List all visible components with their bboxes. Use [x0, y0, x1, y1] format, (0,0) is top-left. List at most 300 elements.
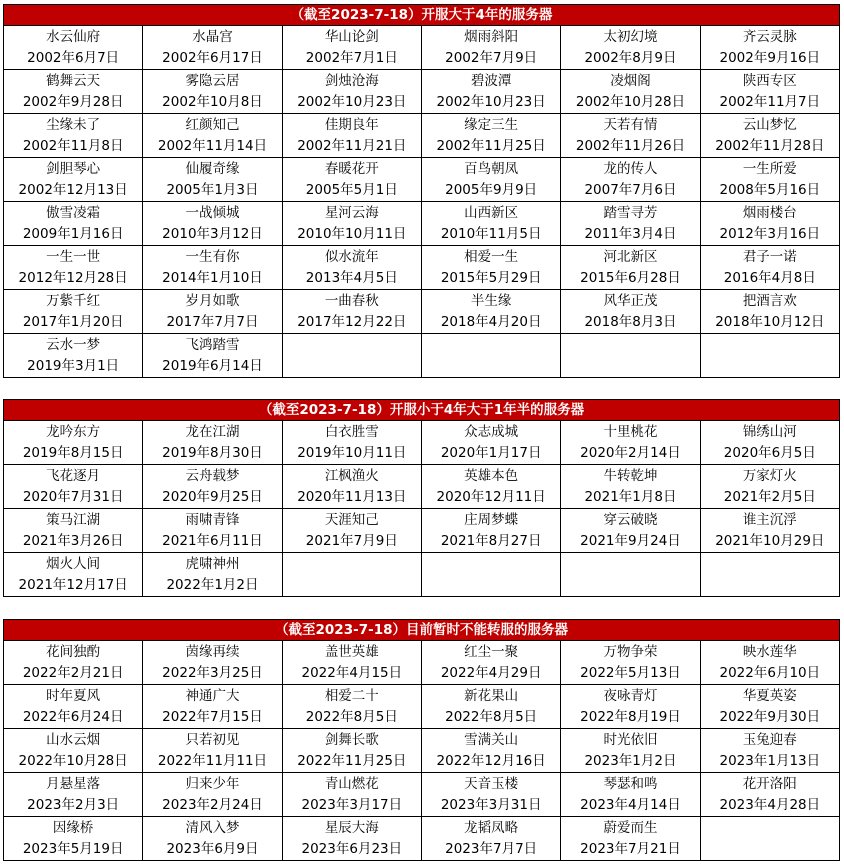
server-cell — [143, 509, 282, 553]
server-open-date: 2022年10月28日 — [18, 752, 128, 769]
server-open-date: 2005年5月1日 — [305, 181, 398, 198]
server-open-date: 2016年4月8日 — [723, 269, 816, 286]
server-name: 穿云破晓 — [603, 511, 658, 528]
section-title: （截至2023-7-18）目前暂时不能转服的服务器 — [4, 620, 840, 641]
server-cell — [143, 773, 282, 817]
server-open-date: 2023年2月24日 — [162, 796, 263, 813]
server-open-date: 2020年2月14日 — [580, 444, 681, 461]
server-cell — [421, 773, 560, 817]
server-cell — [143, 158, 282, 202]
server-cell — [561, 246, 700, 290]
server-open-date: 2012年12月28日 — [18, 269, 128, 286]
server-cell — [4, 465, 143, 509]
server-name: 把酒言欢 — [742, 292, 797, 309]
server-name: 华夏英姿 — [742, 687, 797, 704]
server-open-date: 2005年9月9日 — [445, 181, 538, 198]
server-cell — [700, 465, 839, 509]
server-open-date: 2017年7月7日 — [166, 313, 259, 330]
server-open-date: 2019年8月30日 — [162, 444, 263, 461]
server-open-date: 2002年9月28日 — [22, 93, 124, 110]
server-cell — [143, 553, 282, 597]
server-name: 一生有你 — [185, 248, 240, 265]
server-cell — [700, 246, 839, 290]
server-cell — [421, 26, 560, 70]
server-open-date: 2022年6月10日 — [719, 664, 821, 681]
server-cell — [561, 421, 700, 465]
empty-cell — [561, 553, 700, 597]
empty-cell — [700, 334, 839, 378]
server-cell — [700, 70, 839, 114]
server-cell — [282, 641, 421, 685]
server-name: 一战倾城 — [185, 204, 240, 221]
server-name: 水云仙府 — [46, 28, 101, 45]
empty-cell — [421, 553, 560, 597]
server-name: 龙的传人 — [603, 160, 658, 177]
server-name: 英雄本色 — [464, 467, 519, 484]
server-name: 齐云灵脉 — [742, 28, 797, 45]
server-cell — [4, 290, 143, 334]
server-cell — [421, 509, 560, 553]
server-cell — [700, 202, 839, 246]
server-name: 相爱二十 — [324, 687, 379, 704]
server-name: 蔚爱而生 — [603, 819, 658, 836]
server-name: 尘缘未了 — [46, 116, 101, 133]
server-name: 一曲春秋 — [324, 292, 379, 309]
server-name: 龙韬凤略 — [464, 819, 519, 836]
server-open-date: 2002年11月7日 — [719, 93, 821, 110]
server-name: 花间独酌 — [46, 643, 101, 660]
server-cell — [4, 509, 143, 553]
server-name: 岁月如歌 — [185, 292, 240, 309]
server-name: 映水莲华 — [742, 643, 797, 660]
server-open-date: 2002年7月9日 — [445, 49, 538, 66]
server-cell — [282, 773, 421, 817]
server-cell — [4, 685, 143, 729]
section-table-1-5-to-4-years — [3, 399, 840, 597]
table-row — [4, 685, 840, 729]
server-open-date: 2022年3月25日 — [162, 664, 263, 681]
server-open-date: 2023年1月2日 — [584, 752, 677, 769]
server-open-date: 2022年8月5日 — [305, 708, 398, 725]
server-open-date: 2010年10月11日 — [297, 225, 407, 242]
server-name: 仙履奇缘 — [185, 160, 240, 177]
server-cell — [700, 290, 839, 334]
server-open-date: 2002年11月26日 — [575, 137, 686, 154]
server-cell — [143, 202, 282, 246]
server-cell — [561, 26, 700, 70]
server-name: 傲雪凌霜 — [46, 204, 101, 221]
server-open-date: 2022年7月15日 — [162, 708, 263, 725]
server-cell — [4, 773, 143, 817]
server-name: 谁主沉浮 — [742, 511, 797, 528]
server-open-date: 2022年11月25日 — [297, 752, 407, 769]
server-open-date: 2002年11月21日 — [297, 137, 407, 154]
server-cell — [700, 158, 839, 202]
server-open-date: 2023年7月21日 — [580, 840, 681, 857]
server-cell — [561, 773, 700, 817]
server-open-date: 2020年12月11日 — [436, 488, 546, 505]
server-cell — [282, 290, 421, 334]
server-open-date: 2002年11月14日 — [157, 137, 268, 154]
server-open-date: 2011年3月4日 — [584, 225, 677, 242]
server-name: 盖世英雄 — [324, 643, 379, 660]
server-cell — [421, 641, 560, 685]
server-name: 红颜知己 — [185, 116, 240, 133]
server-cell — [421, 685, 560, 729]
server-open-date: 2002年10月28日 — [575, 93, 686, 110]
server-cell — [282, 685, 421, 729]
server-name: 碧波潭 — [470, 72, 512, 89]
server-name: 云舟载梦 — [185, 467, 240, 484]
server-cell — [4, 158, 143, 202]
table-row — [4, 26, 840, 70]
server-cell — [561, 685, 700, 729]
server-name: 十里桃花 — [603, 423, 658, 440]
server-name: 万物争荣 — [603, 643, 658, 660]
server-open-date: 2019年6月14日 — [162, 357, 263, 374]
server-open-date: 2002年6月17日 — [162, 49, 263, 66]
server-cell — [700, 114, 839, 158]
server-name: 锦绣山河 — [742, 423, 797, 440]
server-open-date: 2015年5月29日 — [440, 269, 542, 286]
server-open-date: 2018年8月3日 — [584, 313, 677, 330]
server-cell — [700, 421, 839, 465]
server-cell — [700, 509, 839, 553]
server-open-date: 2021年6月11日 — [162, 532, 263, 549]
server-name: 时年夏风 — [46, 687, 101, 704]
server-cell — [4, 246, 143, 290]
server-cell — [421, 114, 560, 158]
server-open-date: 2020年7月31日 — [22, 488, 124, 505]
server-open-date: 2023年2月3日 — [27, 796, 120, 813]
server-cell — [421, 421, 560, 465]
server-name: 星河云海 — [324, 204, 379, 221]
server-name: 新花果山 — [464, 687, 519, 704]
server-open-date: 2021年10月29日 — [715, 532, 825, 549]
server-name: 春暖花开 — [324, 160, 379, 177]
server-name: 剑舞长歌 — [324, 731, 379, 748]
empty-cell — [561, 334, 700, 378]
server-open-date: 2022年1月2日 — [166, 576, 259, 593]
server-open-date: 2002年11月8日 — [22, 137, 124, 154]
server-name: 玉兔迎春 — [742, 731, 797, 748]
table-row — [4, 246, 840, 290]
server-name: 时光依旧 — [603, 731, 658, 748]
server-open-date: 2022年6月24日 — [22, 708, 124, 725]
server-name: 万紫千红 — [46, 292, 101, 309]
server-name: 众志成城 — [464, 423, 519, 440]
server-name: 雨啸青锋 — [185, 511, 240, 528]
server-open-date: 2018年10月12日 — [715, 313, 825, 330]
server-name: 牛转乾坤 — [603, 467, 658, 484]
server-cell — [561, 202, 700, 246]
server-open-date: 2013年4月5日 — [305, 269, 398, 286]
server-cell — [561, 114, 700, 158]
server-open-date: 2022年5月13日 — [580, 664, 681, 681]
server-name: 龙吟东方 — [46, 423, 101, 440]
server-cell — [421, 465, 560, 509]
server-open-date: 2021年2月5日 — [723, 488, 816, 505]
server-open-date: 2023年5月19日 — [22, 840, 124, 857]
server-open-date: 2021年7月9日 — [305, 532, 398, 549]
server-name: 江枫渔火 — [324, 467, 379, 484]
server-cell — [282, 509, 421, 553]
server-name: 一生所爱 — [742, 160, 797, 177]
server-open-date: 2020年9月25日 — [162, 488, 263, 505]
server-cell — [282, 202, 421, 246]
server-name: 河北新区 — [603, 248, 658, 265]
server-name: 山水云烟 — [46, 731, 101, 748]
server-cell — [421, 202, 560, 246]
server-open-date: 2014年1月10日 — [162, 269, 263, 286]
server-open-date: 2022年4月29日 — [440, 664, 542, 681]
server-cell — [282, 70, 421, 114]
server-cell — [4, 202, 143, 246]
server-name: 剑胆琴心 — [46, 160, 101, 177]
server-name: 佳期良年 — [324, 116, 379, 133]
server-cell — [143, 817, 282, 861]
server-name: 红尘一聚 — [464, 643, 519, 660]
server-name: 一生一世 — [46, 248, 101, 265]
server-name: 雾隐云居 — [185, 72, 240, 89]
server-cell — [700, 729, 839, 773]
server-cell — [561, 158, 700, 202]
server-open-date: 2023年3月17日 — [301, 796, 403, 813]
server-cell — [4, 26, 143, 70]
server-name: 庄周梦蝶 — [464, 511, 519, 528]
server-name: 似水流年 — [324, 248, 379, 265]
server-cell — [143, 729, 282, 773]
server-name: 烟火人间 — [46, 555, 101, 572]
server-cell — [4, 641, 143, 685]
server-cell — [143, 465, 282, 509]
server-open-date: 2019年3月1日 — [27, 357, 120, 374]
server-cell — [143, 114, 282, 158]
empty-cell — [700, 817, 839, 861]
server-name: 月悬星落 — [46, 775, 101, 792]
server-name: 虎啸神州 — [185, 555, 240, 572]
server-name: 天音玉楼 — [464, 775, 519, 792]
empty-cell — [700, 553, 839, 597]
server-name: 踏雪寻芳 — [603, 204, 658, 221]
server-cell — [143, 685, 282, 729]
server-cell — [4, 817, 143, 861]
server-cell — [561, 509, 700, 553]
server-open-date: 2022年4月15日 — [301, 664, 403, 681]
server-open-date: 2023年7月7日 — [445, 840, 538, 857]
server-cell — [700, 773, 839, 817]
server-name: 飞鸿踏雪 — [185, 336, 240, 353]
server-cell — [282, 817, 421, 861]
table-row — [4, 70, 840, 114]
server-open-date: 2002年6月7日 — [27, 49, 120, 66]
server-open-date: 2019年8月15日 — [22, 444, 124, 461]
server-name: 百鸟朝凤 — [464, 160, 519, 177]
section-table-no-transfer — [3, 619, 840, 861]
server-cell — [143, 26, 282, 70]
server-name: 只若初见 — [185, 731, 240, 748]
server-name: 太初幻境 — [603, 28, 658, 45]
server-cell — [700, 685, 839, 729]
server-cell — [143, 334, 282, 378]
server-open-date: 2023年4月28日 — [719, 796, 821, 813]
server-open-date: 2023年3月31日 — [440, 796, 542, 813]
server-cell — [561, 729, 700, 773]
server-open-date: 2012年3月16日 — [719, 225, 821, 242]
server-open-date: 2002年11月28日 — [715, 137, 825, 154]
server-open-date: 2005年1月3日 — [166, 181, 259, 198]
server-name: 青山燃花 — [324, 775, 379, 792]
server-open-date: 2022年8月19日 — [580, 708, 681, 725]
server-open-date: 2023年6月23日 — [301, 840, 403, 857]
server-name: 龙在江湖 — [185, 423, 240, 440]
empty-cell — [421, 334, 560, 378]
table-row — [4, 334, 840, 378]
server-name: 策马江湖 — [46, 511, 101, 528]
server-cell — [282, 26, 421, 70]
server-cell — [143, 70, 282, 114]
server-name: 夜咏青灯 — [603, 687, 658, 704]
server-cell — [561, 641, 700, 685]
server-open-date: 2010年3月12日 — [162, 225, 263, 242]
server-name: 天若有情 — [603, 116, 658, 133]
server-name: 星辰大海 — [324, 819, 379, 836]
server-cell — [143, 246, 282, 290]
empty-cell — [282, 553, 421, 597]
server-cell — [421, 246, 560, 290]
server-open-date: 2023年1月13日 — [719, 752, 821, 769]
table-row — [4, 114, 840, 158]
empty-cell — [282, 334, 421, 378]
server-open-date: 2017年12月22日 — [297, 313, 407, 330]
table-row — [4, 817, 840, 861]
server-cell — [4, 421, 143, 465]
server-open-date: 2020年6月5日 — [723, 444, 816, 461]
table-row — [4, 641, 840, 685]
server-cell — [282, 246, 421, 290]
server-name: 陕西专区 — [742, 72, 797, 89]
server-open-date: 2020年1月17日 — [440, 444, 542, 461]
server-cell — [421, 70, 560, 114]
server-open-date: 2021年9月24日 — [580, 532, 681, 549]
server-name: 相爱一生 — [464, 248, 519, 265]
server-name: 鹤舞云天 — [46, 72, 101, 89]
server-name: 烟雨楼台 — [742, 204, 797, 221]
server-cell — [561, 465, 700, 509]
table-row — [4, 509, 840, 553]
server-cell — [561, 290, 700, 334]
server-cell — [282, 114, 421, 158]
server-cell — [282, 421, 421, 465]
server-open-date: 2022年11月11日 — [157, 752, 268, 769]
section-table-over-4-years — [3, 4, 840, 378]
server-cell — [561, 70, 700, 114]
server-name: 云山梦忆 — [742, 116, 797, 133]
section-title: （截至2023-7-18）开服大于4年的服务器 — [4, 5, 840, 26]
server-name: 君子一诺 — [742, 248, 797, 265]
server-cell — [4, 553, 143, 597]
server-name: 凌烟阁 — [610, 72, 651, 89]
server-open-date: 2023年6月9日 — [166, 840, 259, 857]
server-open-date: 2021年8月27日 — [440, 532, 542, 549]
server-cell — [700, 26, 839, 70]
server-name: 云水一梦 — [46, 336, 101, 353]
table-row — [4, 158, 840, 202]
server-open-date: 2017年1月20日 — [22, 313, 124, 330]
server-open-date: 2021年3月26日 — [22, 532, 124, 549]
section-title: （截至2023-7-18）开服小于4年大于1年半的服务器 — [4, 400, 840, 421]
server-name: 归来少年 — [185, 775, 240, 792]
server-name: 神通广大 — [185, 687, 240, 704]
server-open-date: 2018年4月20日 — [440, 313, 542, 330]
server-cell — [4, 114, 143, 158]
server-cell — [700, 641, 839, 685]
server-open-date: 2020年11月13日 — [297, 488, 407, 505]
server-name: 花开洛阳 — [742, 775, 797, 792]
table-row — [4, 465, 840, 509]
server-name: 天涯知己 — [324, 511, 379, 528]
server-open-date: 2009年1月16日 — [22, 225, 124, 242]
server-open-date: 2002年10月8日 — [162, 93, 263, 110]
server-name: 飞花逐月 — [46, 467, 101, 484]
server-open-date: 2019年10月11日 — [297, 444, 407, 461]
server-open-date: 2021年1月8日 — [584, 488, 677, 505]
server-cell — [282, 729, 421, 773]
server-open-date: 2002年7月1日 — [305, 49, 398, 66]
table-row — [4, 553, 840, 597]
server-name: 剑烛沧海 — [324, 72, 379, 89]
server-open-date: 2002年10月23日 — [436, 93, 546, 110]
server-name: 因缘桥 — [52, 819, 94, 836]
server-name: 万家灯火 — [742, 467, 797, 484]
server-cell — [421, 290, 560, 334]
server-cell — [4, 70, 143, 114]
table-row — [4, 729, 840, 773]
server-open-date: 2015年6月28日 — [580, 269, 681, 286]
server-name: 烟雨斜阳 — [464, 28, 519, 45]
server-open-date: 2010年11月5日 — [440, 225, 542, 242]
server-name: 华山论剑 — [324, 28, 379, 45]
server-open-date: 2002年9月16日 — [719, 49, 821, 66]
table-row — [4, 773, 840, 817]
server-name: 清风入梦 — [185, 819, 240, 836]
server-name: 缘定三生 — [464, 116, 519, 133]
server-name: 山西新区 — [464, 204, 519, 221]
server-name: 风华正茂 — [603, 292, 658, 309]
server-cell — [421, 729, 560, 773]
server-cell — [143, 641, 282, 685]
server-open-date: 2022年9月30日 — [719, 708, 821, 725]
server-cell — [421, 158, 560, 202]
server-open-date: 2021年12月17日 — [18, 576, 128, 593]
server-name: 水晶宫 — [192, 28, 233, 45]
server-open-date: 2023年4月14日 — [580, 796, 681, 813]
server-cell — [282, 465, 421, 509]
server-open-date: 2022年2月21日 — [22, 664, 124, 681]
server-name: 白衣胜雪 — [324, 423, 379, 440]
server-cell — [4, 334, 143, 378]
server-open-date: 2002年11月25日 — [436, 137, 546, 154]
server-open-date: 2022年8月5日 — [445, 708, 538, 725]
server-cell — [421, 817, 560, 861]
server-cell — [143, 290, 282, 334]
table-row — [4, 202, 840, 246]
server-cell — [561, 817, 700, 861]
table-row — [4, 421, 840, 465]
server-open-date: 2007年7月6日 — [584, 181, 677, 198]
server-open-date: 2008年5月16日 — [719, 181, 821, 198]
server-cell — [4, 729, 143, 773]
